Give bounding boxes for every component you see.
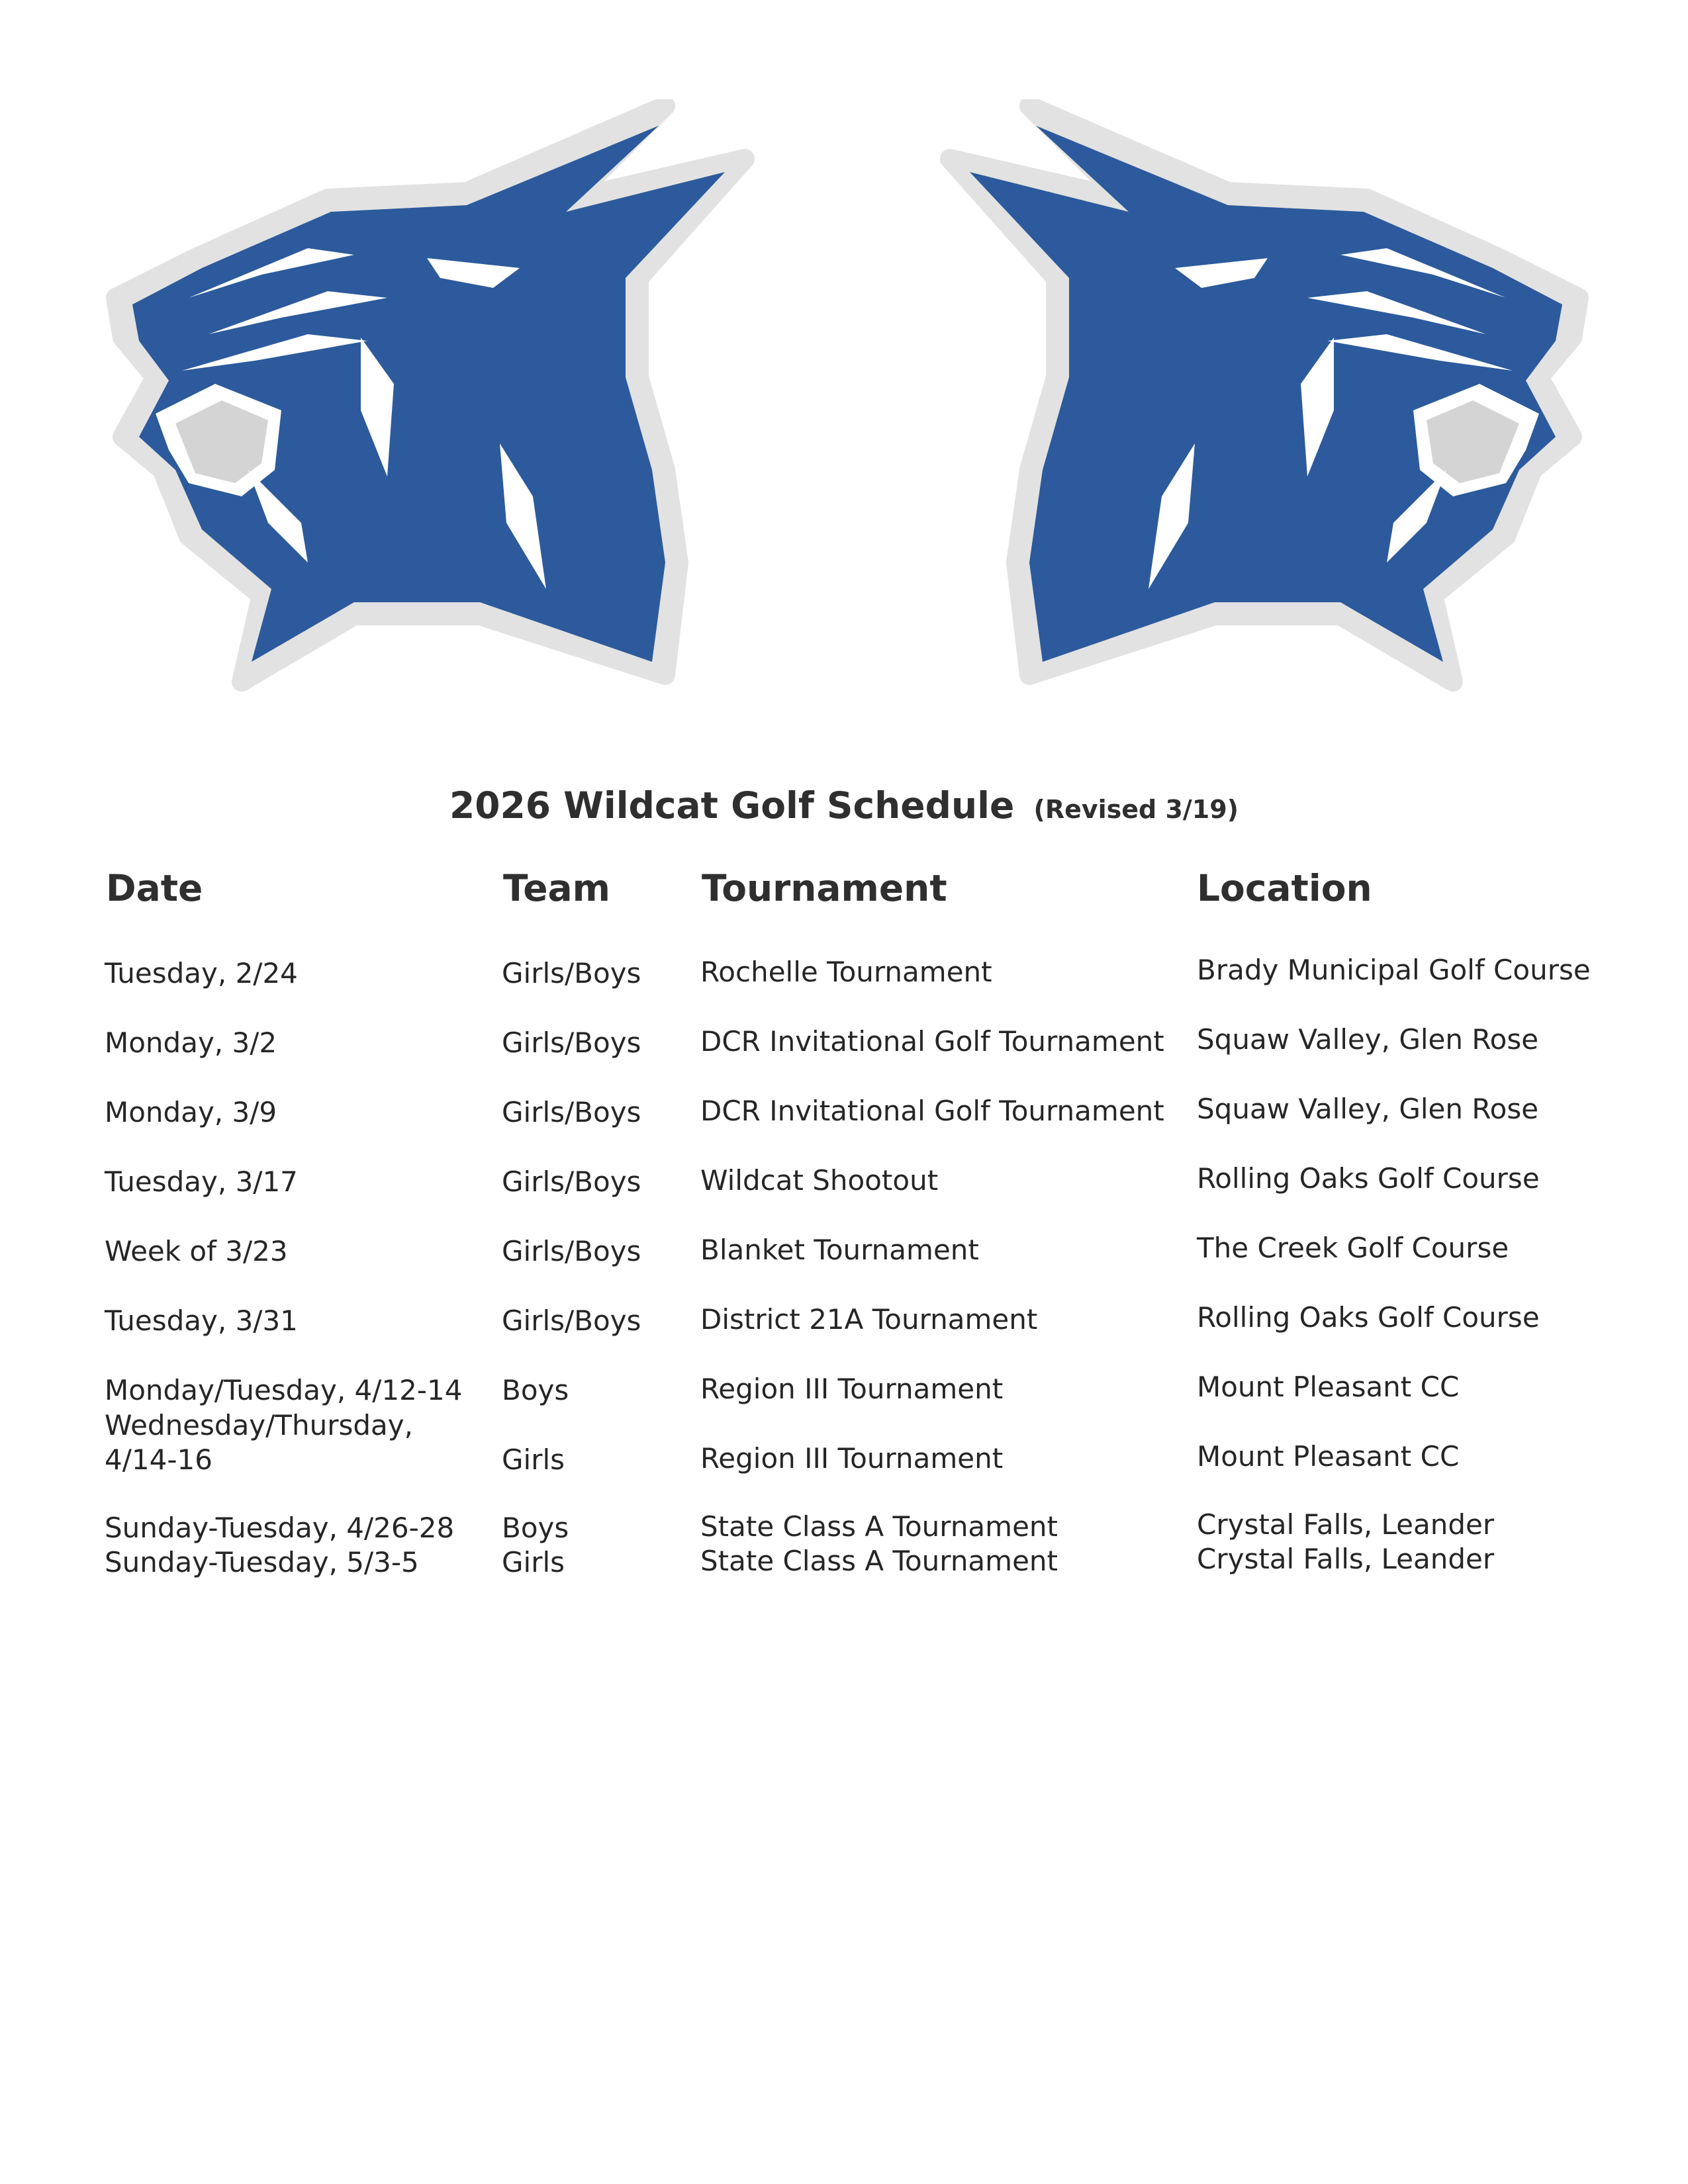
row-tournament: Blanket Tournament [700,1234,979,1266]
row-location: Mount Pleasant CC [1197,1371,1460,1403]
row-date: Wednesday/Thursday, [105,1409,413,1441]
row-date: Sunday-Tuesday, 5/3-5 [105,1546,419,1578]
header-date: Date [106,867,203,909]
row-team: Girls/Boys [502,1165,641,1198]
row-date-continued: 4/14-16 [105,1443,212,1476]
row-location: Crystal Falls, Leander [1197,1543,1495,1575]
row-location: Mount Pleasant CC [1197,1440,1460,1473]
row-team: Girls [502,1443,565,1476]
row-team: Girls/Boys [502,957,641,989]
wildcat-logo-right [920,99,1589,708]
row-location: Squaw Valley, Glen Rose [1197,1093,1539,1125]
wildcat-head-icon [920,99,1589,708]
revised-note: (Revised 3/19) [1033,795,1239,824]
schedule-title [0,784,1688,827]
row-team: Girls [502,1546,565,1578]
row-date: Tuesday, 3/17 [105,1165,298,1198]
row-tournament: Wildcat Shootout [700,1164,939,1197]
row-tournament: Region III Tournament [700,1442,1004,1475]
row-tournament: District 21A Tournament [700,1303,1038,1336]
header-team: Team [503,867,610,909]
row-tournament: State Class A Tournament [700,1545,1058,1577]
row-location: Crystal Falls, Leander [1197,1508,1495,1541]
row-date: Tuesday, 3/31 [105,1304,298,1337]
row-location: Squaw Valley, Glen Rose [1197,1023,1539,1056]
row-date: Monday, 3/2 [105,1026,277,1059]
row-location: Brady Municipal Golf Course [1197,954,1591,986]
row-tournament: DCR Invitational Golf Tournament [700,1025,1164,1058]
row-team: Girls/Boys [502,1026,641,1059]
row-location: The Creek Golf Course [1197,1232,1509,1264]
row-team: Boys [502,1374,569,1406]
header-tournament: Tournament [702,867,947,909]
row-tournament: Region III Tournament [700,1373,1004,1405]
row-location: Rolling Oaks Golf Course [1197,1301,1540,1334]
row-team: Girls/Boys [502,1096,641,1128]
row-tournament: State Class A Tournament [700,1510,1058,1543]
row-date: Monday/Tuesday, 4/12-14 [105,1374,463,1406]
row-team: Girls/Boys [502,1304,641,1337]
row-tournament: Rochelle Tournament [700,956,992,988]
row-date: Week of 3/23 [105,1235,288,1267]
row-location: Rolling Oaks Golf Course [1197,1162,1540,1195]
row-team: Boys [502,1512,569,1544]
row-team: Girls/Boys [502,1235,641,1267]
row-tournament: DCR Invitational Golf Tournament [700,1095,1164,1127]
header-location: Location [1197,867,1372,909]
schedule-title-text: 2026 Wildcat Golf Schedule [449,784,1015,827]
row-date: Sunday-Tuesday, 4/26-28 [105,1512,455,1544]
wildcat-logo-left [106,99,774,708]
row-date: Tuesday, 2/24 [105,957,298,989]
row-date: Monday, 3/9 [105,1096,277,1128]
wildcat-head-icon [106,99,774,708]
